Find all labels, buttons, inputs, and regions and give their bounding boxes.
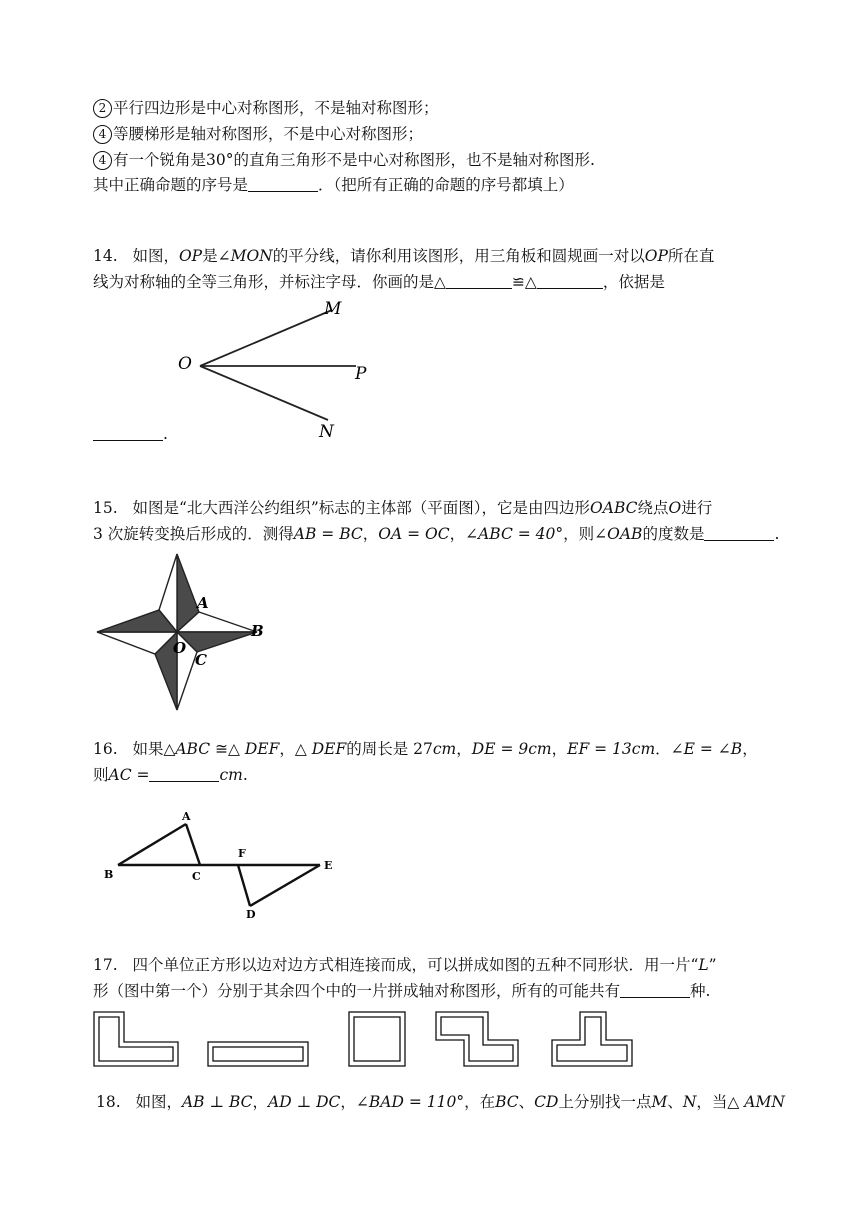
text: 的平分线，请你利用该图形，用三角板和圆规画一对以 (272, 247, 645, 265)
text: 所在直 (667, 247, 715, 265)
text: 的周长是 27 (346, 740, 433, 758)
text: 、 (518, 1093, 535, 1111)
answer-blank[interactable] (446, 272, 512, 289)
label-c: C (192, 870, 201, 883)
math: DEF (311, 740, 347, 758)
q17-line2 (93, 979, 710, 1003)
q14-line2 (93, 270, 665, 294)
angle-bisector-figure (170, 296, 380, 440)
text: 四个单位正方形以边对边方式相连接而成，可以拼成如图的五种不同形状．用一片“ (132, 956, 699, 974)
text: ， (449, 525, 466, 543)
text: ，当△ (696, 1093, 745, 1111)
conclusion-text: 其中正确命题的序号是 (93, 176, 249, 194)
question-number: 17. (93, 956, 118, 974)
label-b: B (251, 622, 264, 640)
question-number: 14. (93, 247, 118, 265)
answer-blank[interactable] (149, 765, 219, 782)
answer-blank[interactable] (620, 981, 690, 998)
label-b: B (104, 868, 114, 881)
text: 、 (667, 1093, 683, 1111)
label-d: D (246, 908, 256, 921)
math: AB ⊥ BC (181, 1093, 253, 1111)
math: AMN (744, 1093, 785, 1111)
math: OABC (590, 499, 638, 517)
math: ∠MON (217, 247, 273, 265)
answer-blank[interactable] (704, 524, 774, 541)
question-number: 15. (93, 499, 118, 517)
math: AB = BC (293, 525, 363, 543)
label-p: P (355, 364, 367, 384)
text: ． (655, 740, 671, 758)
question-number: 16. (93, 740, 118, 758)
text: 形（图中第一个）分别于其余四个中的一片拼成轴对称图形，所有的可能共有 (93, 982, 621, 1000)
text: ，△ (279, 740, 312, 758)
math: AC = (108, 766, 150, 784)
angle-value: 30° (206, 151, 234, 169)
math: EF = 13cm (567, 740, 656, 758)
text: 如图， (132, 247, 179, 265)
math: M (651, 1093, 668, 1111)
answer-blank[interactable] (93, 424, 163, 441)
ray-on (200, 366, 328, 420)
text: 是 (202, 247, 218, 265)
label-o: O (173, 639, 187, 657)
shape-s (436, 1012, 518, 1066)
math: cm (219, 766, 243, 784)
label-m: M (324, 299, 342, 319)
math: BC (495, 1093, 519, 1111)
conclusion-text: ．（把所有正确的命题的序号都填上） (318, 176, 574, 194)
label-c: C (195, 651, 207, 669)
q15-line1 (93, 496, 712, 520)
text: 如图， (135, 1093, 182, 1111)
math: ∠ABC = 40° (465, 525, 564, 543)
math: AD ⊥ DC (268, 1093, 341, 1111)
q18-line1 (96, 1090, 785, 1114)
shape-i (208, 1042, 308, 1066)
text: ” (708, 956, 717, 974)
text: ， (742, 740, 758, 758)
statement-text: 有一个锐角是 (113, 151, 207, 169)
answer-blank[interactable] (248, 175, 318, 192)
circled-number: 2 (93, 99, 112, 118)
text: . (163, 425, 168, 443)
text: 线为对称轴的全等三角形，并标注字母．你画的是△ (93, 273, 446, 291)
q14-line1 (93, 244, 714, 268)
statement-text: 等腰梯形是轴对称图形，不是中心对称图形； (113, 125, 424, 143)
ray-om (200, 310, 332, 366)
text: 上分别找一点 (558, 1093, 652, 1111)
math: cm (432, 740, 457, 758)
nato-star-figure (93, 552, 273, 714)
q16-line2 (93, 763, 248, 787)
statement-4b (93, 148, 595, 172)
circled-number: 4 (93, 151, 112, 170)
math: OP (178, 247, 203, 265)
math: ∠BAD = 110° (355, 1093, 465, 1111)
answer-blank[interactable] (537, 272, 603, 289)
text: 绕点 (637, 499, 669, 517)
text: 3 次旋转变换后形成的．测得 (93, 525, 294, 543)
text: 如图是“北大西洋公约组织”标志的主体部（平面图），它是由四边形 (132, 499, 591, 517)
label-f: F (238, 847, 246, 860)
text: ≅△ (210, 740, 245, 758)
text: 则 (93, 766, 109, 784)
text: . (774, 525, 780, 543)
text: ， (362, 525, 379, 543)
math: N (682, 1093, 697, 1111)
text: 的度数是 (642, 525, 705, 543)
conclusion-line (93, 173, 574, 197)
math: DE = 9cm (471, 740, 552, 758)
q17-line1 (93, 953, 717, 977)
text: ， (252, 1093, 269, 1111)
circled-number: 4 (93, 125, 112, 144)
text: ，则 (563, 525, 595, 543)
tetromino-shapes (92, 1010, 642, 1070)
text: ，依据是 (602, 273, 665, 291)
math: L (698, 956, 709, 974)
shape-o (349, 1012, 405, 1066)
triangles-figure (98, 806, 348, 922)
statement-text: 平行四边形是中心对称图形，不是轴对称图形； (113, 99, 439, 117)
statement-text: 的直角三角形不是中心对称图形，也不是轴对称图形. (233, 151, 595, 169)
shape-t (552, 1012, 632, 1066)
text: ≌△ (511, 273, 537, 291)
text: ， (551, 740, 568, 758)
math: O (668, 499, 682, 517)
math: DEF (244, 740, 280, 758)
math: ∠E = ∠B (670, 740, 743, 758)
statement-4a (93, 122, 423, 146)
math: ∠OAB (594, 525, 643, 543)
text: ， (456, 740, 472, 758)
label-a: A (197, 594, 209, 612)
text: 进行 (681, 499, 713, 517)
shape-l (94, 1012, 178, 1066)
math: OA = OC (378, 525, 450, 543)
question-number: 18. (96, 1093, 121, 1111)
q15-line2 (93, 522, 779, 546)
text: ， (340, 1093, 356, 1111)
label-a: A (182, 810, 191, 823)
text: . (242, 766, 248, 784)
label-e: E (324, 859, 333, 872)
math: CD (534, 1093, 559, 1111)
text: ，在 (464, 1093, 496, 1111)
label-o: O (178, 354, 192, 374)
math: ABC (175, 740, 211, 758)
text: 如果△ (132, 740, 176, 758)
q16-line1 (93, 737, 758, 761)
statement-2 (93, 96, 439, 120)
q14-line3 (93, 422, 168, 446)
text: 种. (690, 982, 711, 1000)
math: OP (644, 247, 668, 265)
label-n: N (319, 422, 334, 440)
